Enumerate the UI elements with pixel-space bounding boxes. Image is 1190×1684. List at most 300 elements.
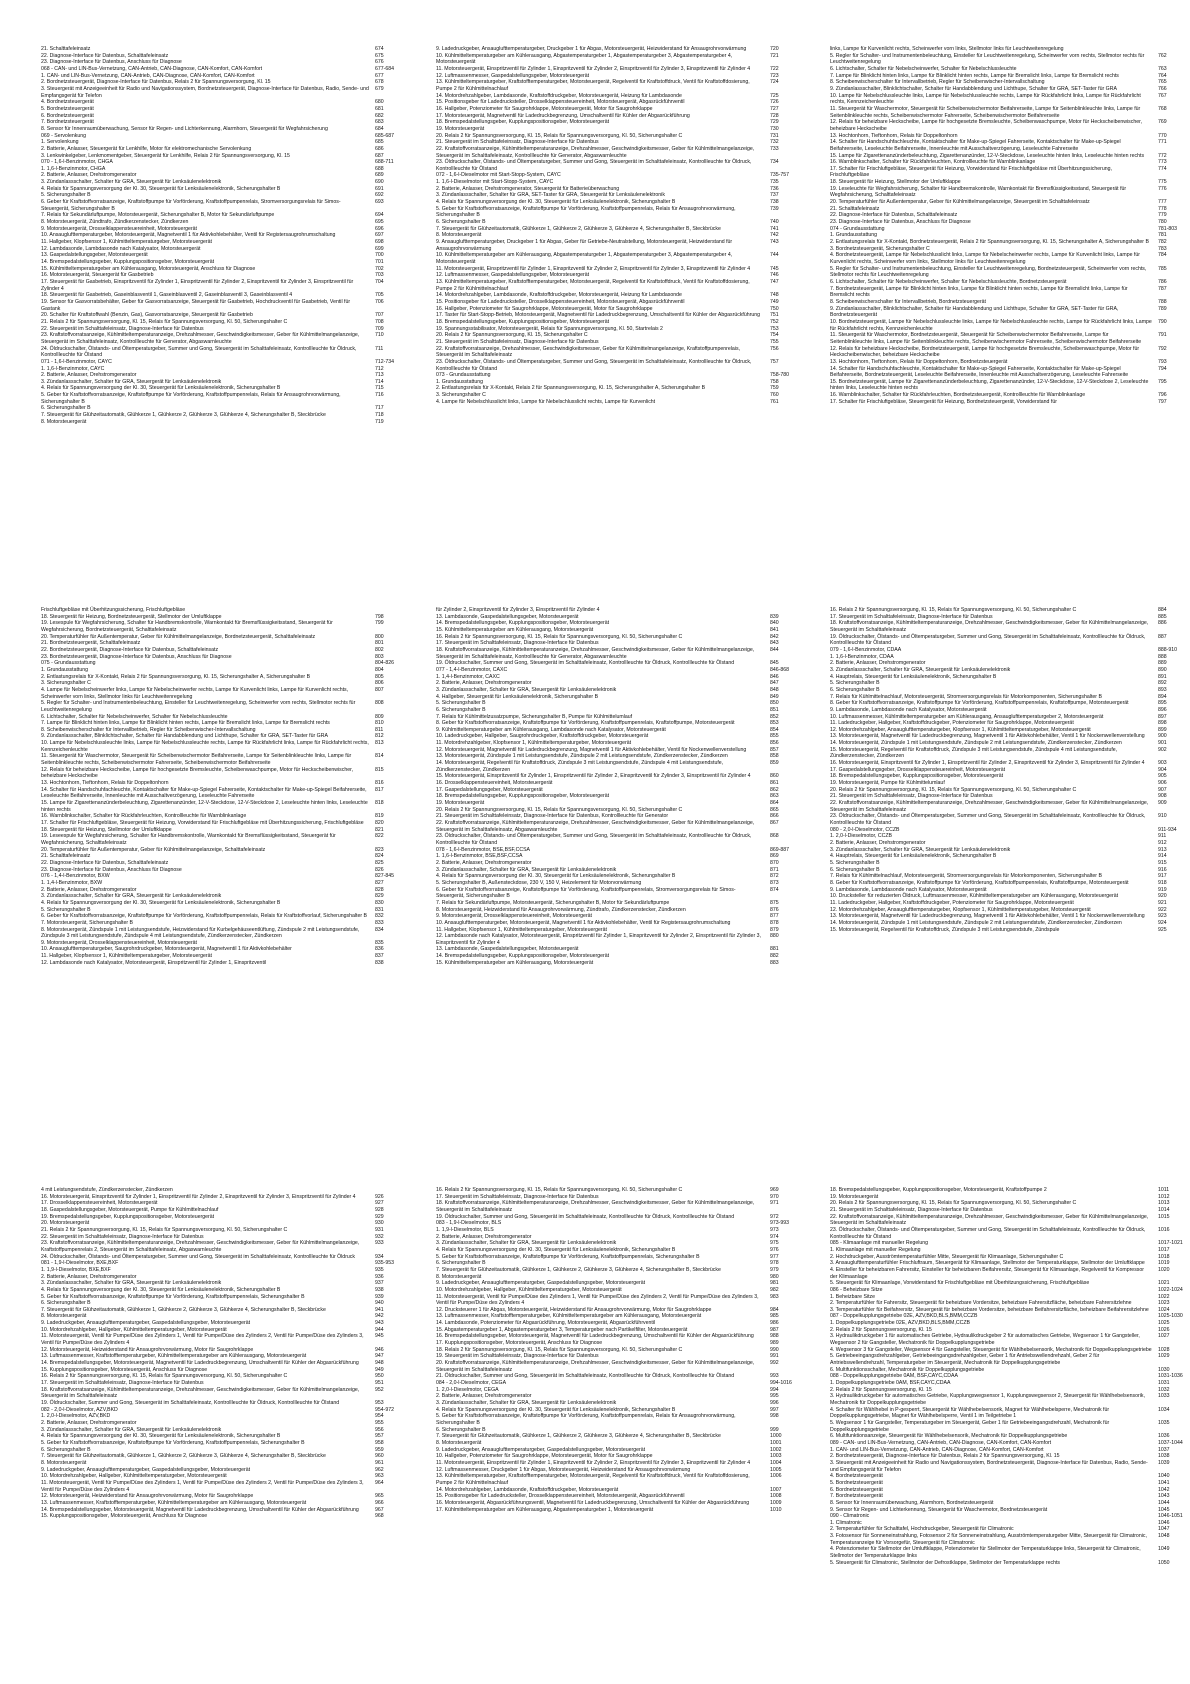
- entry-page: 976: [770, 1246, 779, 1253]
- entry-page: 961: [375, 1459, 384, 1466]
- entry-title: 6. Sicherungshalter B: [436, 1260, 486, 1267]
- index-entry: [830, 660, 1184, 667]
- entry-title: 6. Sicherungshalter B: [41, 1446, 91, 1453]
- entry-title: 6. Sicherungshalter B: [41, 1300, 91, 1307]
- entry-title: 11. Motorsteuergerät, Ventil für Pumpe/Düse des Zylinders 1, Ventil für Pumpe/Düse des Zylinders 2, Ventil für Pumpe/Düse des Zylinders 3, Ventil für Pumpe/Düse des Zylinders 4: [41, 1479, 364, 1493]
- entry-page: 835: [375, 939, 384, 946]
- index-entry: [436, 312, 796, 319]
- entry-title: 22. Diagnose-Interface für Datenbus, Schalttafeleinsatz: [41, 52, 169, 59]
- index-entry: [830, 727, 1184, 734]
- entry-page: 894: [1158, 693, 1167, 700]
- entry-title: 078 - 1,6-l-Benzinmotor, BSE,BSF,CCSA: [436, 846, 530, 853]
- entry-page: 806: [375, 680, 384, 687]
- entry-page: 939: [375, 1293, 384, 1300]
- index-entry: [830, 860, 1184, 867]
- entry-title: 18. Bremspedalstellungsgeber, Kupplungspositionsgeber, Motorsteuergerät: [830, 773, 1004, 780]
- entry-page: 724: [770, 79, 779, 86]
- entry-page: 841: [770, 626, 779, 633]
- entry-page: 956: [375, 1426, 384, 1433]
- index-entry: [41, 1294, 401, 1301]
- entry-title: 1. Doppelkupplungsgetriebe 02E, AZV,BKD,BLS,BMM,CCZB: [830, 1320, 970, 1327]
- index-entry: [41, 186, 401, 193]
- entry-title: 12. Lambdasonde nach Katalysator, Motorsteuergerät, Einspritzventil für Zylinder 1, Einspritzventil: [41, 959, 267, 966]
- entry-page: 940: [375, 1300, 384, 1307]
- entry-title: 21. Steuergerät im Schalttafeleinsatz, Diagnose-Interface für Datenbus: [830, 793, 993, 800]
- index-entry: [436, 1240, 796, 1247]
- index-entry: [436, 1333, 796, 1340]
- index-entry: [41, 733, 401, 740]
- entry-page: 743: [770, 239, 779, 246]
- entry-page: 737: [770, 192, 779, 199]
- entry-page: 1037-1044: [1158, 1439, 1183, 1446]
- entry-title: 21. Steuergerät im Schalttafeleinsatz, Diagnose-Interface für Datenbus: [436, 338, 599, 345]
- entry-title: 16. Warnblinkschalter, Schalter für Rückfahrleuchten, Kontrollleuchte für Warnblinkanlage: [41, 813, 247, 820]
- entry-page: 988: [770, 1333, 779, 1340]
- index-entry: [830, 1526, 1184, 1533]
- entry-page: 906: [1158, 780, 1167, 787]
- entry-title: 3. Steuergerät mit Anzeigeeinheit für Radio und Navigationssystem, Bordnetzsteuergerät, Diagnose-Interface für Datenbus, Radio, Sende- und Empfangsgerät für Telefon: [830, 1459, 1148, 1473]
- entry-page: 1019: [1158, 1260, 1170, 1267]
- entry-page: 676: [375, 59, 384, 66]
- entry-title: 4. Einsteller für beheizbaren Fahrersitz, Einsteller für beheizbaren Beifahrersitz, Steuergerät für Klimaanlage, Regelventil für Kompressor der Klimaanlage: [830, 1266, 1144, 1280]
- entry-title: 5. Geber für Kraftstoffvorratsanzeige, Kraftstoffpumpe für Vorförderung, Kraftstoffpumpenrelais, Relais für Ansaugrohrvorwärmung, Sicherungshalter B: [436, 205, 736, 219]
- entry-title: 20. Relais 2 für Spannungsversorgung, Kl. 15, Relais für Spannungsversorgung, Kl. 50, Sicherungshalter C: [830, 1200, 1077, 1207]
- index-entry: [41, 920, 401, 927]
- index-entry: [436, 1260, 796, 1267]
- entry-page: 1016: [1158, 1226, 1170, 1233]
- index-entry: [41, 1367, 401, 1374]
- index-entry: [41, 326, 401, 333]
- index-entry: [41, 1300, 401, 1307]
- entry-page: 790: [1158, 318, 1167, 325]
- entry-title: 7. Bordnetzsteuergerät, Lampe für Blinklicht hinten links, Lampe für Blinklicht hinten rechts, Lampe für Bremslicht links, Lampe für Bremslicht rechts: [830, 285, 1128, 299]
- index-entry: [436, 1194, 796, 1201]
- entry-page: 751: [770, 312, 779, 319]
- entry-page: 1006: [770, 1473, 782, 1480]
- index-entry: [830, 1280, 1184, 1287]
- index-entry: [41, 153, 401, 160]
- index-entry: [830, 813, 1184, 826]
- index-entry: [41, 299, 401, 312]
- entry-page: 991: [770, 1353, 779, 1360]
- index-entry: [436, 192, 796, 199]
- entry-title: 11. Hallgeber, Klopfsensor 1, Kühlmitteltemperaturgeber, Motorsteuergerät: [436, 926, 607, 933]
- entry-title: 9. Lambdasonde, Lambdasonde nach Katalysator, Motorsteuergerät: [830, 706, 987, 713]
- index-entry: [41, 634, 401, 641]
- entry-title: 21. Schalttafeleinsatz: [41, 46, 91, 52]
- entry-page: 1015: [1158, 1213, 1170, 1220]
- entry-title: 071 - 1,6-l-Benzinmotor, CAYC: [41, 358, 112, 365]
- index-entry: [436, 1380, 796, 1387]
- index-entry: [436, 627, 796, 634]
- entry-page: 846: [770, 673, 779, 680]
- entry-page: 888-910: [1158, 646, 1178, 653]
- entry-title: 10. Drucksteller für reduzierten Öldruck, Luftmassenmesser, Kühlmitteltemperaturgeber am Kühlerausgang, Motorsteuergerät: [830, 893, 1119, 900]
- index-entry: [830, 239, 1184, 246]
- index-entry: [41, 1240, 401, 1253]
- entry-title: 1. 1,6-l-Benzinmotor, CAYC: [41, 365, 105, 372]
- index-entry: [41, 953, 401, 960]
- entry-title: 17. Steuergerät im Schalttafeleinsatz, Diagnose-Interface für Datenbus: [41, 1380, 204, 1387]
- entry-page: 974: [770, 1233, 779, 1240]
- entry-title: 17. Drosselklappensteuereinheit, Motorsteuergerät: [41, 1200, 158, 1207]
- entry-title: 16. Hallgeber, Potenziometer für Saugrohrklappe, Motorsteuergerät, Motor für Saugrohrklappe: [436, 105, 653, 112]
- index-entry: [830, 687, 1184, 694]
- entry-title: 3. Ansauglufttemperaturfühler Frischluftraum, Steuergerät für Klimaanlage, Stellmotor der Temperaturklappe, Stellmotor der Umluftklappe: [830, 1260, 1145, 1267]
- entry-page: 761: [770, 398, 779, 405]
- index-entry: [41, 700, 401, 713]
- entry-page: 740: [770, 219, 779, 226]
- index-entry: [436, 867, 796, 874]
- entry-page: 1046-1051: [1158, 1513, 1183, 1520]
- entry-title: 3. Zündanlassschalter, Schalter für GRA, SET-Taster für GRA, Steuergerät für Lenksäulenelektronik: [436, 192, 665, 199]
- entry-page: 797: [1158, 398, 1167, 405]
- index-entry: [436, 787, 796, 794]
- entry-page: 800: [375, 633, 384, 640]
- entry-page: 844: [770, 646, 779, 653]
- index-entry: [830, 1500, 1184, 1507]
- entry-title: 20. Relais 2 für Spannungsversorgung, Kl. 15, Relais für Spannungsversorgung, Kl. 50, Sicherungshalter C: [830, 786, 1077, 793]
- entry-title: 21. Steuergerät im Schalttafeleinsatz, Diagnose-Interface für Datenbus: [436, 139, 599, 146]
- index-entry: [436, 780, 796, 787]
- entry-title: 13. Motorsteuergerät, Magnetventil für Ladedruckbegrenzung, Magnetventil 1 für Aktivkohlebehälter, Ventil 1 für Nockenwellenverstellung: [830, 733, 1145, 740]
- index-entry: [830, 399, 1184, 406]
- index-entry: [41, 192, 401, 199]
- entry-page: 709: [375, 325, 384, 332]
- entry-page: 1033: [1158, 1393, 1170, 1400]
- entry-page: 1011: [1158, 1187, 1170, 1193]
- index-entry: [830, 379, 1184, 392]
- entry-title: 074 - Grundausstattung: [830, 225, 885, 232]
- index-entry: [41, 767, 401, 780]
- entry-page: 809: [375, 713, 384, 720]
- entry-page: 727: [770, 105, 779, 112]
- entry-title: 10. Hallgeber, Potenziometer für Saugrohrklappe, Motorsteuergerät, Motor für Saugrohrklappe: [436, 1453, 653, 1460]
- entry-title: 14. Motorsteuergerät, Zündspule 1 mit Leistungsendstufe, Zündspule 2 mit Leistungsendstufe, Zündkerzenstecker, Zündkerzen: [830, 919, 1122, 926]
- entry-title: 24. Öldruckschalter, Ölstands- und Öltemperaturgeber, Summer und Gong, Steuergerät im Schalttafeleinsatz, Kontrollleuchte für Öldruck, Kontrollleuchte für Ölstand: [41, 345, 357, 359]
- entry-title: 16. Motorsteuergerät, Einspritzventil für Zylinder 1, Einspritzventil für Zylinder 2, Einspritzventil für Zylinder 3, Einspritzventil für Zylinder 4: [830, 760, 1145, 767]
- entry-page: 838: [375, 959, 384, 966]
- entry-page: 787: [1158, 285, 1167, 292]
- entry-title: 1. 1,6-l-Benzinmotor, CDAA: [830, 653, 894, 660]
- index-entry: [41, 860, 401, 867]
- entry-title: 1. 1,9-l-Dieselmotor, BXE,BXF: [41, 1266, 111, 1273]
- entry-title: 5. Regler für Schalter- und Instrumentenbeleuchtung, Einsteller für Leuchtweitenregelung, Scheinwerfer vorn rechts, Stellmotor rechts für Leuchtweitenregelung: [830, 52, 1145, 66]
- entry-title: 15. Positionsgeber für Ladedrucksteller, Drosselklappensteuereinheit, Motorsteuergerät, Abgasrückführventil: [436, 1493, 685, 1500]
- index-entry: [41, 800, 401, 813]
- entry-page: 749: [770, 298, 779, 305]
- entry-page: 846-868: [770, 666, 790, 673]
- entry-page: 1036: [1158, 1433, 1170, 1440]
- index-entry: [436, 793, 796, 800]
- index-entry: [41, 607, 401, 614]
- entry-title: 14. Motorsteuergerät, Zündspule 1 mit Leistungsendstufe, Zündspule 2 mit Leistungsendstufe, Zündkerzenstecker, Zündkerzen: [830, 740, 1122, 747]
- entry-title: 5. Regler für Schalter- und Instrumentenbeleuchtung, Einsteller für Leuchtweitenregelung, Scheinwerfer vorn rechts, Stellmotor rechts für Leuchtweitenregelung: [41, 700, 356, 713]
- entry-page: 1047: [1158, 1526, 1170, 1533]
- index-entry: [830, 647, 1184, 654]
- index-entry: [436, 620, 796, 627]
- entry-page: 944: [375, 1326, 384, 1333]
- index-entry: [41, 359, 401, 366]
- entry-page: 1018: [1158, 1253, 1170, 1260]
- index-entry: [41, 59, 401, 66]
- index-entry: [41, 640, 401, 647]
- index-entry: [41, 946, 401, 953]
- entry-title: 18. Bremspedalstellungsgeber, Kupplungspositionsgeber, Motorsteuergerät: [436, 793, 610, 800]
- entry-title: 14. Bremspedalstellungsgeber, Kupplungspositionsgeber, Motorsteuergerät: [436, 953, 610, 960]
- entry-title: 9. Ladedruckgeber, Ansauglufttemperaturgeber, Gaspedalstellungsgeber, Motorsteuergerät: [436, 1280, 646, 1287]
- entry-title: 2. Temperaturfühler für Schalttafel, Hochdruckgeber, Steuergerät für Climatronic: [830, 1526, 1014, 1533]
- index-entry: [436, 93, 796, 100]
- index-entry: [830, 1433, 1184, 1440]
- entry-page: 688-711: [375, 159, 394, 166]
- entry-page: 1037: [1158, 1446, 1170, 1453]
- entry-page: 715: [375, 385, 384, 392]
- entry-title: 6. Sicherungshalter B: [830, 866, 880, 873]
- entry-page: 890: [1158, 666, 1167, 673]
- entry-page: 824: [375, 853, 384, 860]
- entry-page: 681: [375, 105, 384, 112]
- index-entry: [830, 279, 1184, 286]
- index-entry: [830, 1533, 1184, 1546]
- entry-page: 946: [375, 1346, 384, 1353]
- entry-title: 19. Leseespule für Wegfahrsicherung, Schalter für Handbremskontrolle, Warnkontakt für Bremsflüssigkeitsstand, Steuergerät für Wegfahrsicherung, Schalttafeleinsatz: [41, 833, 336, 846]
- entry-title: 11. Ladedruckgeber, Hallgeber, Kraftstoffdruckgeber, Potenziometer für Saugrohrklappe, Motorsteuergerät: [830, 720, 1074, 727]
- entry-page: 935-953: [375, 1260, 395, 1267]
- entry-title: 9. Motorsteuergerät, Drosselklappensteuereinheit, Motorsteuergerät: [41, 939, 197, 946]
- entry-page: 995: [770, 1393, 779, 1400]
- entry-title: 12. Drucksteuerer 1 für Abgas, Motorsteuergerät, Heizwiderstand für Ansaugrohrvorwärmung, Motor für Saugrohrklappe: [436, 1306, 712, 1313]
- entry-page: 692: [375, 192, 384, 199]
- entry-page: 711: [375, 345, 384, 352]
- index-entry: [436, 753, 796, 760]
- entry-page: 794: [1158, 365, 1167, 372]
- entry-title: 16. Relais 2 für Spannungsversorgung, Kl. 15, Relais für Spannungsversorgung, Kl. 50, Sicherungshalter C: [41, 1373, 288, 1380]
- entry-page: 831: [375, 906, 384, 913]
- index-column: [41, 1187, 401, 1520]
- entry-title: 4. Potenziometer für Stellmotor der Umluftklappe, Potenziometer für Stellmotor der Temperaturklappe links, Steuergerät für Climatronic, Stellmotor der Temperaturklappe links: [830, 1546, 1141, 1560]
- entry-page: 786: [1158, 278, 1167, 285]
- entry-title: 10. Kühlmitteltemperaturgeber am Kühlerausgang, Abgastemperaturgeber 1, Abgastemperaturgeber 3, Abgastemperaturgeber 4, Motorsteuergerät: [436, 252, 733, 265]
- index-entry: [436, 126, 796, 133]
- entry-page: 803: [375, 653, 384, 660]
- index-entry: [830, 199, 1184, 206]
- entry-page: 985: [770, 1313, 779, 1320]
- entry-title: 6. Bordnetzsteuergerät: [41, 112, 94, 119]
- entry-page: 967: [375, 1506, 384, 1513]
- index-entry: [436, 346, 796, 359]
- index-entry: [830, 747, 1184, 760]
- entry-title: 2. Batterie, Anlasser, Drehstromgenerator: [41, 172, 137, 179]
- index-entry: [830, 654, 1184, 661]
- index-entry: [41, 660, 401, 667]
- index-entry: [41, 667, 401, 674]
- index-entry: [41, 86, 401, 99]
- index-entry: [830, 720, 1184, 727]
- entry-title: 17. Kupplungspositionsgeber, Motorsteuergerät, Anschluss für Diagnose: [436, 1340, 603, 1347]
- entry-title: 20. Motorsteuergerät: [41, 1220, 90, 1227]
- entry-page: 801: [375, 640, 384, 647]
- index-entry: [830, 1300, 1184, 1307]
- index-entry: [830, 1453, 1184, 1460]
- entry-title: 23. Kraftstoffvorratsanzeige, Kühlmitteltemperaturanzeige, Drehzahlmesser, Geschwindigkeitsmesser, Geber für Kühlmittelmangelanzeige, Kraftstoffpumpenrelais 2, Steuergerät im Schalttafeleinsatz, Abgaswarnleuchte: [41, 1240, 360, 1253]
- entry-title: 4. Relais für Spannungsversorgung der Kl. 30, Steuergerät für Lenksäulenelektronik, Sicherungshalter B: [436, 873, 676, 880]
- entry-title: 4 mit Leistungsendstufe, Zündkerzenstecker, Zündkerzen: [41, 1187, 173, 1193]
- entry-page: 713: [375, 372, 384, 379]
- entry-title: 5. Geber für Kraftstoffvorratsanzeige, Kraftstoffpumpe für Vorförderung, Kraftstoffpumpenrelais, Relais für Ansaugrohrvorwärmung, Sicherungshalter B: [436, 1413, 736, 1426]
- entry-title: 8. Motorsteuergerät: [436, 1273, 482, 1280]
- entry-page: 1000: [770, 1433, 782, 1440]
- index-entry: [830, 740, 1184, 747]
- entry-title: 20. Temperaturfühler für Außentemperatur, Geber für Kühlmittelmangelanzeige, Steuergerät im Schalttafeleinsatz: [830, 199, 1090, 206]
- index-entry: [41, 239, 401, 246]
- index-column: [436, 607, 796, 966]
- entry-title: 6. Lichtschalter, Schalter für Nebelscheinwerfer, Schalter für Nebelschlussleuchte: [41, 713, 228, 720]
- index-entry: [830, 1393, 1184, 1406]
- entry-page: 807: [375, 686, 384, 693]
- entry-page: 722: [770, 65, 779, 72]
- entry-title: 14. Schalter für Handschuhfachleuchte, Kontaktschalter für Make-up-Spiegel Fahrerseite, Kontaktschalter für Make-up-Spiegel Beifahrerseite, Leseleuchte Beifahrerseite, Innenleuchte mit Ausschaltverzögerung, Leseleuchte Fahrerseite: [41, 786, 367, 800]
- entry-page: 768: [1158, 105, 1167, 112]
- index-entry: [830, 847, 1184, 854]
- entry-title: 3. Zündanlassschalter, Schalter für GRA, Steuergerät für Lenksäulenelektronik: [41, 893, 222, 900]
- index-entry: [830, 1420, 1184, 1433]
- index-entry: [436, 1294, 796, 1307]
- index-entry: [436, 760, 796, 773]
- entry-page: 973: [770, 1226, 779, 1233]
- index-entry: [436, 299, 796, 306]
- entry-title: 19. Motorsteuergerät, Pumpe für Kühlmittelumlauf: [830, 780, 945, 787]
- entry-page: 968: [375, 1513, 384, 1520]
- entry-title: 16. Warnblinkschalter, Schalter für Rückfahrleuchten, Kontrollleuchte für Warnblinkanlage: [830, 159, 1036, 166]
- entry-page: 978: [770, 1260, 779, 1267]
- index-entry: [436, 1407, 796, 1414]
- entry-page: 772: [1158, 152, 1167, 159]
- entry-page: 996: [770, 1400, 779, 1406]
- index-entry: [436, 1440, 796, 1447]
- index-entry: [436, 927, 796, 934]
- entry-page: 945: [375, 1333, 384, 1340]
- index-entry: [830, 1260, 1184, 1267]
- entry-page: 992: [770, 1360, 779, 1367]
- entry-page: 771: [1158, 139, 1167, 146]
- entry-title: 2. Entlastungsrelais für X-Kontakt, Relais 2 für Spannungsversorgung, Kl. 15, Sicherungshalter A, Sicherungshalter B: [41, 673, 311, 680]
- index-entry: [41, 1353, 401, 1360]
- entry-title: 1. Climatronic: [830, 1519, 862, 1526]
- index-entry: [830, 1227, 1184, 1240]
- index-entry: [436, 272, 796, 279]
- index-entry: [830, 306, 1184, 319]
- index-entry: [436, 1433, 796, 1440]
- index-entry: [41, 1234, 401, 1241]
- index-entry: [830, 680, 1184, 687]
- entry-page: 947: [375, 1353, 384, 1360]
- entry-title: 10. Motordrehzahlgeber, Hallgeber, Kühlmitteltemperaturgeber, Motorsteuergerät: [436, 1286, 622, 1293]
- entry-title: 19. Motorsteuergerät: [830, 1193, 879, 1200]
- index-entry: [41, 1373, 401, 1380]
- entry-title: 15. Kühlmitteltemperaturgeber am Kühlerausgang, Motorsteuergerät, Anschluss für Diagnose: [41, 265, 256, 272]
- index-entry: [436, 907, 796, 914]
- index-entry: [830, 139, 1184, 152]
- index-column: [830, 1187, 1184, 1566]
- index-entry: [41, 714, 401, 721]
- index-entry: [830, 793, 1184, 800]
- entry-title: 1. Klimaanlage mit manueller Regelung: [830, 1246, 921, 1253]
- entry-page: 864: [770, 800, 779, 807]
- index-entry: [41, 1427, 401, 1434]
- entry-title: 5. Sicherungshalter B, Außensteckdose, 230 V, 150 V, Heizelement für Motorvorwärmung: [436, 879, 642, 886]
- entry-page: 867: [770, 820, 779, 826]
- index-entry: [41, 687, 401, 700]
- entry-page: 896: [1158, 706, 1167, 713]
- entry-title: 13. Luftmassenmesser, Kraftstofftemperaturgeber, Kühlmitteltemperaturgeber am Kühlerausgang, Motorsteuergerät: [436, 1313, 702, 1320]
- entry-page: 823: [375, 846, 384, 853]
- entry-page: 765: [1158, 79, 1167, 86]
- index-entry: [436, 1340, 796, 1347]
- entry-title: 11. Hallgeber, Klopfsensor 1, Kühlmitteltemperaturgeber, Motorsteuergerät: [41, 953, 212, 960]
- index-entry: [830, 1387, 1184, 1394]
- index-entry: [41, 873, 401, 880]
- index-entry: [41, 113, 401, 120]
- index-entry: [436, 379, 796, 386]
- entry-page: 862: [770, 786, 779, 793]
- index-entry: [436, 1360, 796, 1373]
- entry-title: 23. Öldruckschalter, Ölstands- und Öltemperaturgeber, Summer und Gong, Steuergerät im Schalttafeleinsatz, Kontrollleuchte für Öldruck, Kontrollleuchte für Ölstand: [830, 813, 1146, 826]
- entry-page: 977: [770, 1253, 779, 1260]
- entry-title: 2. Relais 2 für Spannungsversorgung, Kl. 15: [830, 1326, 932, 1333]
- index-entry: [830, 106, 1184, 119]
- entry-page: 1026: [1158, 1326, 1170, 1333]
- entry-page: 826: [375, 866, 384, 873]
- entry-title: 15. Motorsteuergerät, Einspritzventil für Zylinder 1, Einspritzventil für Zylinder 2, Einspritzventil für Zylinder 3, Einspritzventil für Zylinder 4: [436, 773, 751, 780]
- entry-page: 839: [770, 613, 779, 620]
- entry-page: 933: [375, 1240, 384, 1247]
- index-entry: [436, 79, 796, 92]
- index-entry: [41, 1400, 401, 1407]
- entry-title: 6. Sicherungshalter B: [436, 706, 486, 713]
- entry-page: 845: [770, 660, 779, 667]
- entry-title: 6. Geber für Kraftstoffvorratsanzeige, Kraftstoffpumpe für Vorförderung, Kraftstoffpumpenrelais, Stromversorgungsrelais für Simos-Steuergerät, Sicherungshalter B: [41, 199, 341, 212]
- index-entry: [41, 647, 401, 654]
- entry-page: 1005: [770, 1466, 782, 1473]
- index-entry: [830, 332, 1184, 345]
- entry-title: 18. Kraftstoffvorratsanzeige, Kühlmitteltemperaturanzeige, Drehzahlmesser, Geschwindigkeitsmesser, Geber für Kühlmittelmangelanzeige, Steuergerät im Schalttafeleinsatz: [436, 1200, 755, 1213]
- entry-title: 5. Steuergerät für Climatronic, Stellmotor der Defrostklappe, Stellmotor der Temperaturklappe rechts: [830, 1559, 1060, 1566]
- entry-page: 928: [375, 1206, 384, 1213]
- index-entry: [41, 1460, 401, 1467]
- entry-title: 2. Batterie, Anlasser, Drehstromgenerator: [436, 859, 532, 866]
- entry-title: 5. Bordnetzsteuergerät: [830, 1479, 883, 1486]
- entry-title: 15. Motorsteuergerät, Regelventil für Kraftstoffdruck, Zündspule 3 mit Leistungsendstufe, Zündspule: [830, 926, 1060, 933]
- index-entry: [41, 960, 401, 967]
- entry-title: 3. Zündanlassschalter, Schalter für GRA, Steuergerät für Lenksäulenelektronik: [41, 1426, 222, 1433]
- entry-page: 677: [375, 72, 384, 79]
- entry-title: 1. CAN- und LIN-Bus-Vernetzung, CAN-Antrieb, CAN-Diagnose, CAN-Komfort, CAN-Komfort: [41, 72, 255, 79]
- index-entry: [436, 1500, 796, 1507]
- index-entry: [436, 694, 796, 701]
- entry-title: 19. Motorsteuergerät: [436, 125, 485, 132]
- entry-title: 080 - 2,0-l-Dieselmotor, CCZB: [830, 826, 900, 833]
- entry-title: 086 - Beheizbare Sitze: [830, 1286, 883, 1293]
- index-entry: [41, 272, 401, 279]
- index-entry: [436, 1400, 796, 1407]
- entry-page: 840: [770, 620, 779, 627]
- entry-title: 089 - CAN- und LIN-Bus-Vernetzung, CAN-Antrieb, CAN-Diagnose, CAN-Komfort, CAN-Komfort: [830, 1439, 1052, 1446]
- index-entry: [830, 1520, 1184, 1527]
- entry-page: 830: [375, 899, 384, 906]
- index-entry: [436, 1460, 796, 1467]
- entry-page: 814: [375, 753, 384, 760]
